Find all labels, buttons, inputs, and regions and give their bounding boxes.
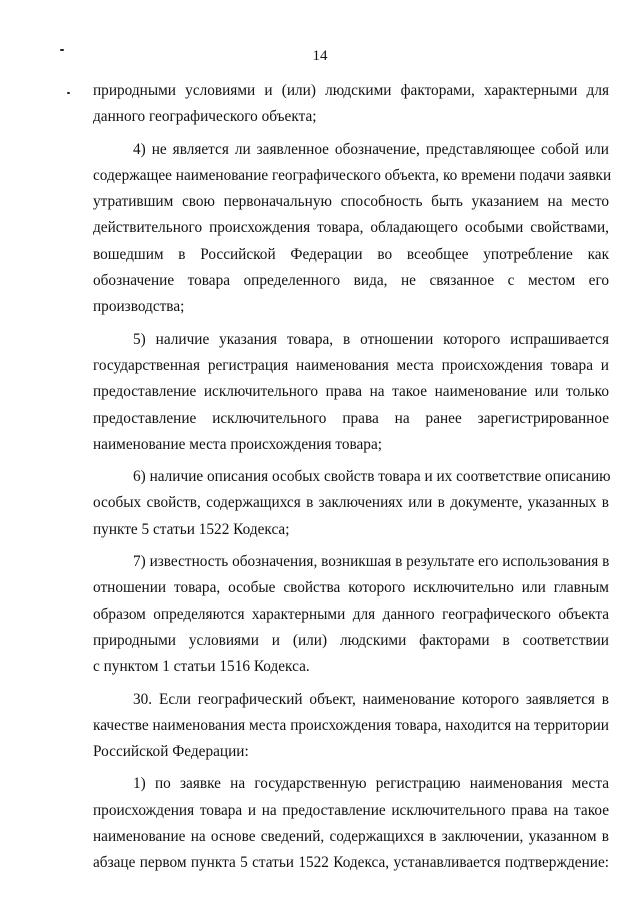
text-line: происхождения товара и на предоставление исключительного права на такое — [93, 801, 609, 819]
text-line: содержащее наименование географического объекта, ко времени подачи заявки — [93, 166, 612, 184]
scan-speck — [67, 92, 70, 94]
text-line: утратившим свою первоначальную способность быть указанием на место — [93, 193, 609, 211]
text-line: особых свойств, содержащихся в заключениях или в документе, указанных в — [93, 494, 609, 512]
text-line: государственная регистрация наименования места происхождения товара и — [93, 356, 609, 374]
page-number: 14 — [312, 48, 328, 64]
text-line: с пунктом 1 статьи 1516 Кодекса. — [93, 658, 310, 676]
text-line: природными условиями и (или) людскими факторами, характерными для — [93, 82, 609, 99]
paragraph-item-7 — [93, 549, 609, 680]
text-line: производства; — [93, 298, 185, 316]
paragraph-item-5 — [93, 327, 609, 458]
text-line: 1) по заявке на государственную регистрацию наименования места — [133, 775, 609, 793]
paragraph-item-6 — [93, 464, 609, 543]
text-line: Российской Федерации: — [93, 743, 249, 761]
text-line: предоставление исключительного права на ранее зарегистрированное — [93, 409, 609, 427]
paragraph-section-30 — [93, 687, 609, 766]
text-line: отношении товара, особые свойства которого исключительно или главным — [93, 579, 609, 597]
paragraph-continuation — [93, 78, 609, 131]
text-line: 7) известность обозначения, возникшая в результате его использования в — [133, 553, 610, 571]
text-line: наименование места происхождения товара; — [93, 435, 382, 453]
text-line: действительного происхождения товара, обладающего особыми свойствами, — [93, 219, 609, 237]
text-line: вошедшим в Российской Федерации во всеобщее употребление как — [93, 245, 609, 263]
paragraph-section-30-item-1 — [93, 771, 609, 876]
text-line: 4) не является ли заявленное обозначение, представляющее собой или — [133, 140, 609, 158]
text-line: предоставление исключительного права на такое наименование или только — [93, 383, 609, 401]
text-line: наименование на основе сведений, содержащихся в заключении, указанном в — [93, 828, 609, 846]
text-line: качестве наименования места происхождения товара, находится на территории — [93, 716, 609, 734]
text-line: данного географического объекта; — [93, 108, 317, 126]
text-line: обозначение товара определенного вида, не связанное с местом его — [93, 272, 609, 290]
text-line: абзаце первом пункта 5 статьи 1522 Кодекса, устанавливается подтверждение: — [93, 854, 609, 872]
document-body — [93, 78, 612, 877]
text-line: пункте 5 статьи 1522 Кодекса; — [93, 520, 290, 538]
text-line: образом определяются характерными для данного географического объекта — [93, 605, 609, 623]
text-line: 30. Если географический объект, наименование которого заявляется в — [133, 690, 609, 708]
text-line: 5) наличие указания товара, в отношении которого испрашивается — [133, 330, 609, 348]
text-line: 6) наличие описания особых свойств товара и их соответствие описанию — [133, 468, 611, 486]
text-line: природными условиями и (или) людскими факторами в соответствии — [93, 631, 609, 649]
paragraph-item-4 — [93, 137, 612, 321]
